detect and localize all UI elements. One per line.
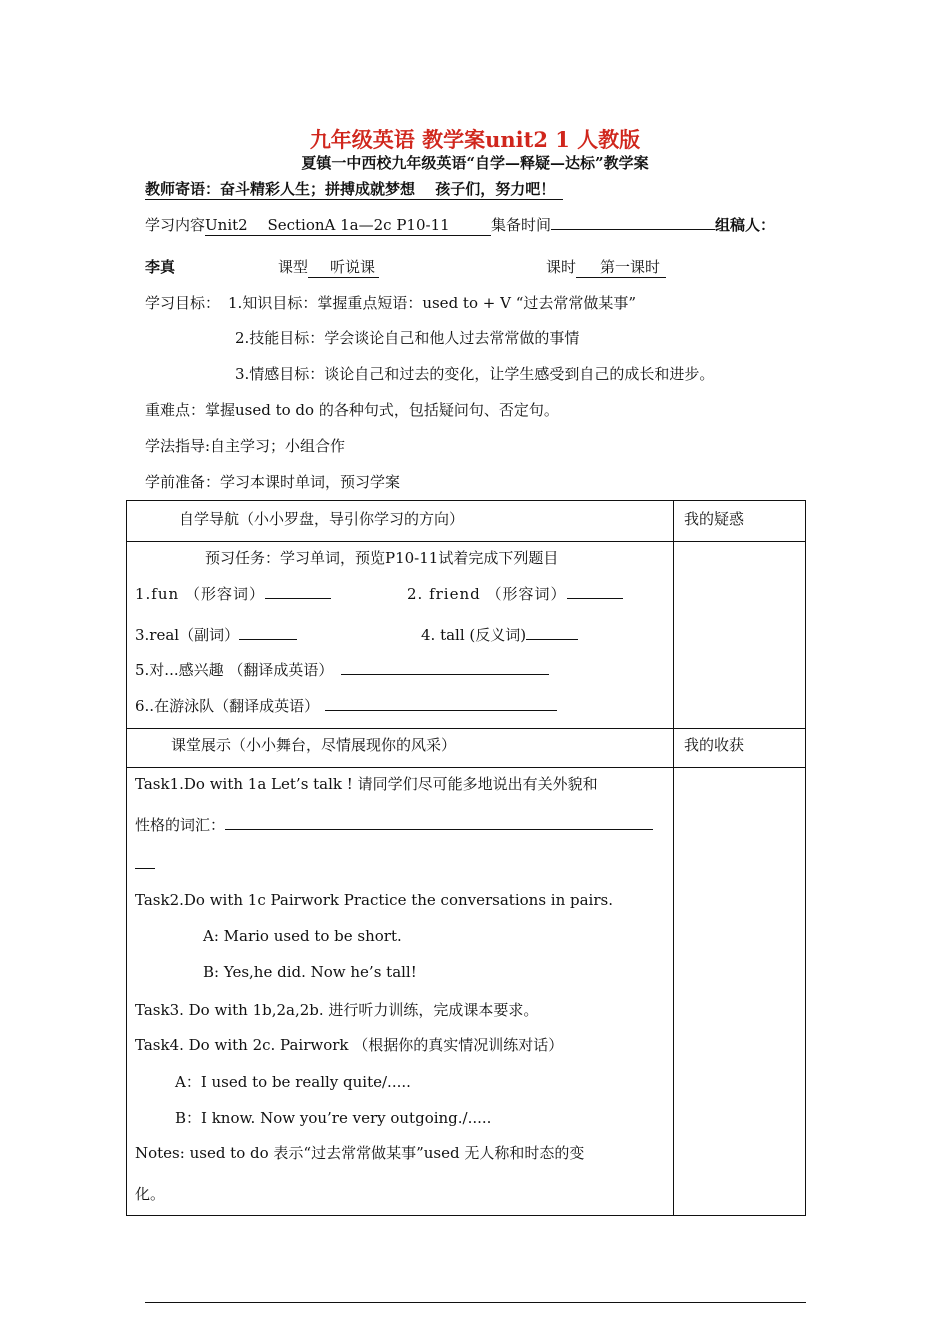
class-display-header: 课堂展示（小小舞台，尽情展现你的风采） — [171, 736, 457, 754]
question-2: 2. friend （形容词） — [407, 583, 623, 604]
task-4-line-b: B：I know. Now you’re very outgoing./..... — [175, 1109, 492, 1127]
content-value: Unit2 SectionA 1a—2c P10-11 — [205, 214, 491, 236]
method: 学法指导:自主学习；小组合作 — [145, 437, 346, 455]
goal-2: 2.技能目标：学会谈论自己和他人过去常常做的事情 — [235, 329, 580, 347]
task-2-line-a: A: Mario used to be short. — [203, 927, 402, 945]
question-1: 1.fun （形容词） — [135, 583, 331, 604]
notes-line-2: 化。 — [135, 1185, 166, 1203]
question-3: 3.real（副词） — [135, 624, 297, 645]
task-1-line-2: 性格的词汇： — [135, 814, 653, 835]
task-1: Task1.Do with 1a Let’s talk ! 请同学们尽可能多地说出有关外貌和 — [135, 775, 598, 793]
task-1-blank-tail — [135, 854, 155, 873]
preparation: 学前准备：学习本课时单词，预习学案 — [145, 473, 401, 491]
content-label: 学习内容 — [145, 216, 206, 234]
task-4-line-a: A：I used to be really quite/..... — [175, 1073, 411, 1091]
notes: Notes: used to do 表示“过去常常做某事”used 无人称和时态的变 — [135, 1144, 585, 1162]
question-5: 5.对...感兴趣 （翻译成英语） — [135, 659, 549, 680]
preview-task: 预习任务：学习单词，预览P10-11试着完成下列题目 — [205, 549, 559, 567]
key-points: 重难点：掌握used to do 的各种句式，包括疑问句、否定句。 — [145, 401, 559, 419]
table-row-divider — [127, 767, 805, 768]
content-row — [145, 214, 775, 236]
type-label: 课型 — [278, 258, 309, 276]
author-name: 李真 — [145, 258, 176, 276]
my-gains-header: 我的收获 — [684, 736, 745, 754]
self-study-header: 自学导航（小小罗盘，导引你学习的方向） — [179, 510, 465, 528]
table-row-divider — [127, 728, 805, 729]
task-3: Task3. Do with 1b,2a,2b. 进行听力训练，完成课本要求。 — [135, 1001, 539, 1019]
task-4: Task4. Do with 2c. Pairwork （根据你的真实情况训练对话） — [135, 1036, 564, 1054]
study-table — [126, 500, 806, 1216]
table-column-divider — [673, 501, 674, 1215]
goal-1-row — [145, 292, 636, 313]
period-row — [546, 256, 666, 278]
goal-1: 1.知识目标：掌握重点短语：used to + V “过去常常做某事” — [228, 294, 637, 312]
author-label: 组稿人： — [715, 216, 776, 234]
type-value: 听说课 — [308, 256, 379, 278]
my-questions-header: 我的疑惑 — [684, 510, 745, 528]
task-2: Task2.Do with 1c Pairwork Practice the conversations in pairs. — [135, 891, 613, 909]
type-row — [278, 256, 379, 278]
time-label: 集备时间 — [491, 216, 552, 234]
goal-3: 3.情感目标：谈论自己和过去的变化，让学生感受到自己的成长和进步。 — [235, 365, 715, 383]
period-value: 第一课时 — [576, 256, 666, 278]
task-2-line-b: B: Yes,he did. Now he’s tall! — [203, 963, 417, 981]
goals-label: 学习目标： — [145, 294, 221, 312]
time-blank — [551, 215, 715, 230]
document-title: 九年级英语 教学案unit2 1 人教版 — [309, 127, 641, 152]
period-label: 课时 — [546, 258, 577, 276]
question-4: 4. tall (反义词) — [421, 624, 578, 645]
footer-rule — [145, 1302, 806, 1303]
question-6: 6..在游泳队（翻译成英语） — [135, 695, 557, 716]
table-row-divider — [127, 541, 805, 542]
document-subtitle: 夏镇一中西校九年级英语“自学—释疑—达标”教学案 — [301, 154, 649, 172]
teacher-motto: 教师寄语：奋斗精彩人生；拼搏成就梦想 孩子们，努力吧！ — [145, 178, 563, 200]
